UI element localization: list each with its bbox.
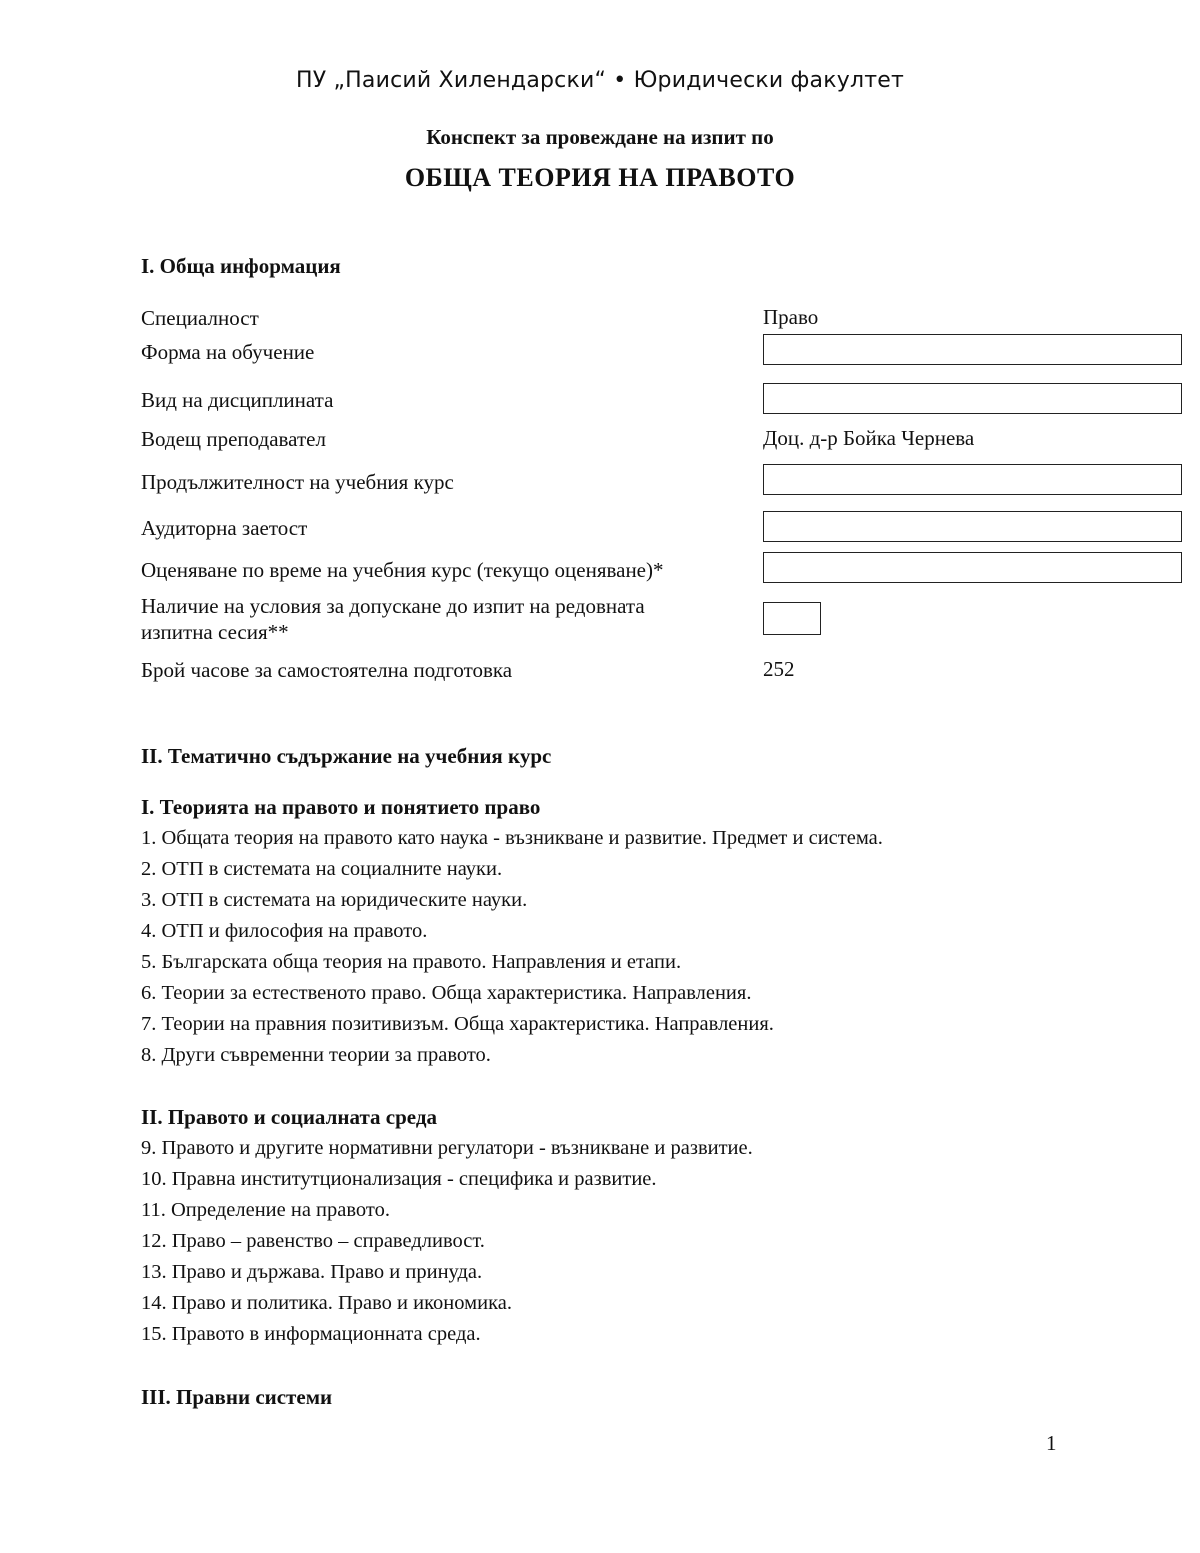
list-item: 12. Право – равенство – справедливост. [141, 1230, 485, 1252]
self-study-hours-value: 252 [763, 657, 795, 681]
exam-admission-label: Наличие на условия за допускане до изпит на редовната изпитна сесия** [141, 594, 645, 644]
discipline-type-label: Вид на дисциплината [141, 388, 334, 412]
course-duration-label: Продължителност на учебния курс [141, 470, 454, 494]
list-item: 3. ОТП в системата на юридическите науки. [141, 889, 528, 911]
classroom-hours-field[interactable] [763, 511, 1182, 542]
classroom-hours-label: Аудиторна заетост [141, 516, 308, 540]
thematic-content-heading: II. Тематично съдържание на учебния курс [141, 744, 552, 768]
lecturer-label: Водещ преподавател [141, 427, 326, 451]
list-item: 4. ОТП и философия на правото. [141, 920, 428, 942]
topic-section-1-title: I. Теорията на правото и понятието право [141, 795, 541, 819]
list-item: 7. Теории на правния позитивизъм. Обща характеристика. Направления. [141, 1013, 774, 1035]
list-item: 13. Право и държава. Право и принуда. [141, 1261, 483, 1283]
list-item: 14. Право и политика. Право и икономика. [141, 1292, 512, 1314]
list-item: 5. Българската обща теория на правото. Направления и етапи. [141, 951, 682, 973]
ongoing-assessment-label: Оценяване по време на учебния курс (текущо оценяване)* [141, 558, 664, 582]
specialty-value: Право [763, 305, 819, 329]
study-form-label: Форма на обучение [141, 340, 315, 364]
course-duration-field[interactable] [763, 464, 1182, 495]
specialty-label: Специалност [141, 306, 259, 330]
general-info-heading: I. Обща информация [141, 254, 341, 278]
university-header: ПУ „Паисий Хилендарски“ • Юридически факултет [296, 68, 904, 93]
exam-admission-checkbox[interactable] [763, 602, 821, 635]
ongoing-assessment-field[interactable] [763, 552, 1182, 583]
topic-section-2-title: II. Правото и социалната среда [141, 1105, 437, 1129]
list-item: 6. Теории за естественото право. Обща характеристика. Направления. [141, 982, 752, 1004]
list-item: 8. Други съвременни теории за правото. [141, 1044, 491, 1066]
self-study-hours-label: Брой часове за самостоятелна подготовка [141, 658, 513, 682]
topic-section-2-list [141, 1133, 753, 1350]
list-item: 1. Общата теория на правото като наука - възникване и развитие. Предмет и система. [141, 827, 883, 849]
page-number: 1 [1046, 1431, 1057, 1455]
list-item: 10. Правна институтционализация - специфика и развитие. [141, 1168, 657, 1190]
list-item: 9. Правото и другите нормативни регулатори - възникване и развитие. [141, 1137, 753, 1159]
topic-section-3-title: III. Правни системи [141, 1385, 333, 1409]
list-item: 2. ОТП в системата на социалните науки. [141, 858, 503, 880]
lecturer-value: Доц. д-р Бойка Чернева [763, 426, 975, 450]
document-title: ОБЩА ТЕОРИЯ НА ПРАВОТО [404, 163, 796, 192]
study-form-field[interactable] [763, 334, 1182, 365]
topic-section-1-list [141, 823, 883, 1071]
list-item: 11. Определение на правото. [141, 1199, 390, 1221]
discipline-type-field[interactable] [763, 383, 1182, 414]
list-item: 15. Правото в информационната среда. [141, 1323, 481, 1345]
document-subtitle: Конспект за провеждане на изпит по [426, 125, 774, 149]
